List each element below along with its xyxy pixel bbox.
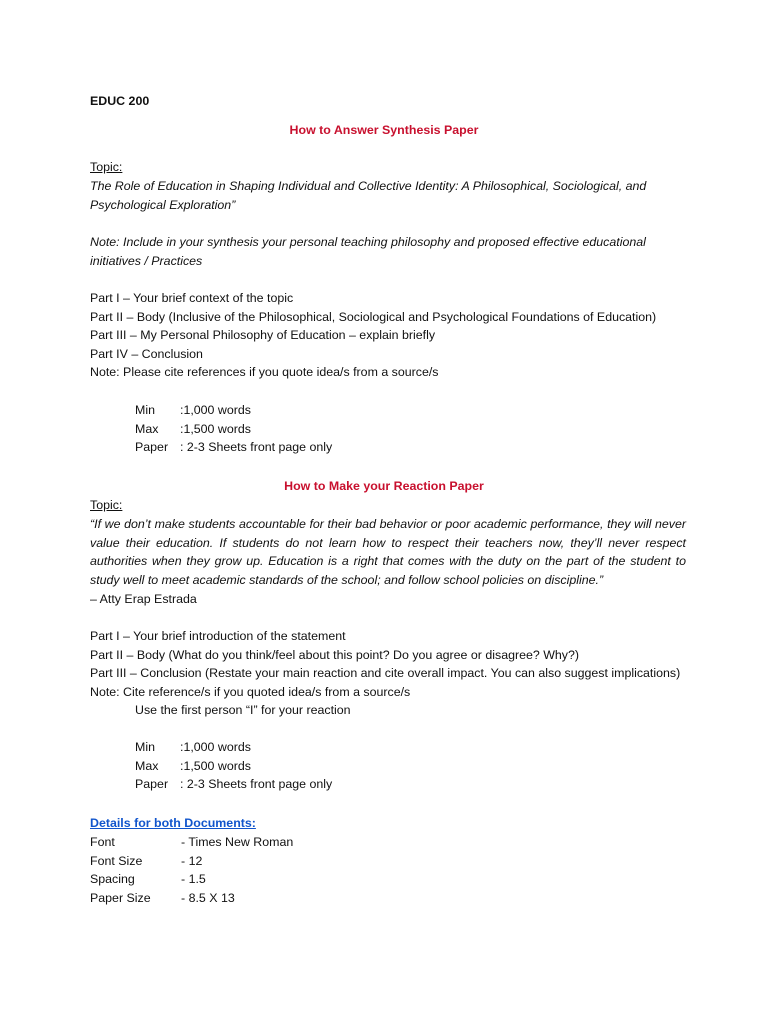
detail-label: Font [90,835,115,849]
detail-font [90,833,686,852]
requirement-value: :1,000 words [180,403,251,417]
reaction-part-3: Part III – Conclusion (Restate your main reaction and cite overall impact. You can also suggest implications) [90,666,681,680]
requirement-label: Paper [135,777,169,791]
synthesis-part-2: Part II – Body (Inclusive of the Philosophical, Sociological and Psychological Foundations of Education) [90,309,657,324]
synthesis-parts [90,289,686,382]
detail-value: - 12 [181,853,203,868]
synthesis-part-3: Part III – My Personal Philosophy of Education – explain briefly [90,328,436,342]
reaction-part-2: Part II – Body (What do you think/feel about this point? Do you agree or disagree? Why?) [90,647,580,662]
synthesis-heading: How to Answer Synthesis Paper [289,123,479,137]
requirement-max [135,757,731,776]
detail-spacing [90,870,686,889]
requirement-label: Min [135,403,155,417]
requirement-value: : 2-3 Sheets front page only [180,440,333,454]
requirement-max [135,420,731,439]
requirement-paper [135,775,731,794]
reaction-attribution: – Atty Erap Estrada [90,592,197,606]
synthesis-topic-label: Topic: [90,160,123,174]
course-code: EDUC 200 [90,94,150,108]
detail-font-size [90,852,686,871]
synthesis-topic-text: The Role of Education in Shaping Individual and Collective Identity: A Philosophical, Sociological, and Psychological Exploration” [90,179,647,212]
reaction-heading: How to Make your Reaction Paper [284,479,484,493]
reaction-parts [90,627,686,720]
synthesis-note: Note: Include in your synthesis your personal teaching philosophy and proposed effective educational initiatives / Practices [90,235,646,268]
requirement-label: Max [135,758,159,773]
detail-label: Spacing [90,872,135,886]
reaction-first-person-note: Use the first person “I” for your reaction [135,703,351,717]
requirement-value: :1,000 words [180,740,251,754]
detail-label: Font Size [90,853,143,868]
detail-paper-size [90,889,686,908]
requirement-min [135,401,731,420]
requirement-label: Min [135,740,155,754]
requirement-value: :1,500 words [180,758,251,773]
synthesis-requirements [90,401,731,457]
synthesis-part-1: Part I – Your brief context of the topic [90,291,294,305]
requirement-value: :1,500 words [180,421,251,436]
reaction-part-1: Part I – Your brief introduction of the statement [90,629,346,643]
reaction-quote: “If we don’t make students accountable for their bad behavior or poor academic performance, they will never value their education. If students do not learn how to respect their teachers now, they’ll never respect authorities when they grow up. Education is a right that comes with the duty on the part of the student to study well to meet academic standards of the school; and follow school policies on discipline.” [90,517,686,587]
details-title: Details for both Documents: [90,816,256,830]
requirement-value: : 2-3 Sheets front page only [180,777,333,791]
detail-value: - Times New Roman [181,835,294,849]
detail-value: - 8.5 X 13 [181,890,235,905]
detail-value: - 1.5 [181,872,206,886]
reaction-requirements [90,738,731,794]
requirement-min [135,738,731,757]
synthesis-cite-note: Note: Please cite references if you quote idea/s from a source/s [90,365,439,379]
requirement-paper [135,438,731,457]
requirement-label: Max [135,421,159,436]
detail-label: Paper Size [90,890,151,905]
synthesis-part-4: Part IV – Conclusion [90,346,203,361]
details-list [90,833,686,907]
reaction-cite-note: Note: Cite reference/s if you quoted idea/s from a source/s [90,684,411,699]
reaction-topic-label: Topic: [90,498,123,512]
requirement-label: Paper [135,440,169,454]
